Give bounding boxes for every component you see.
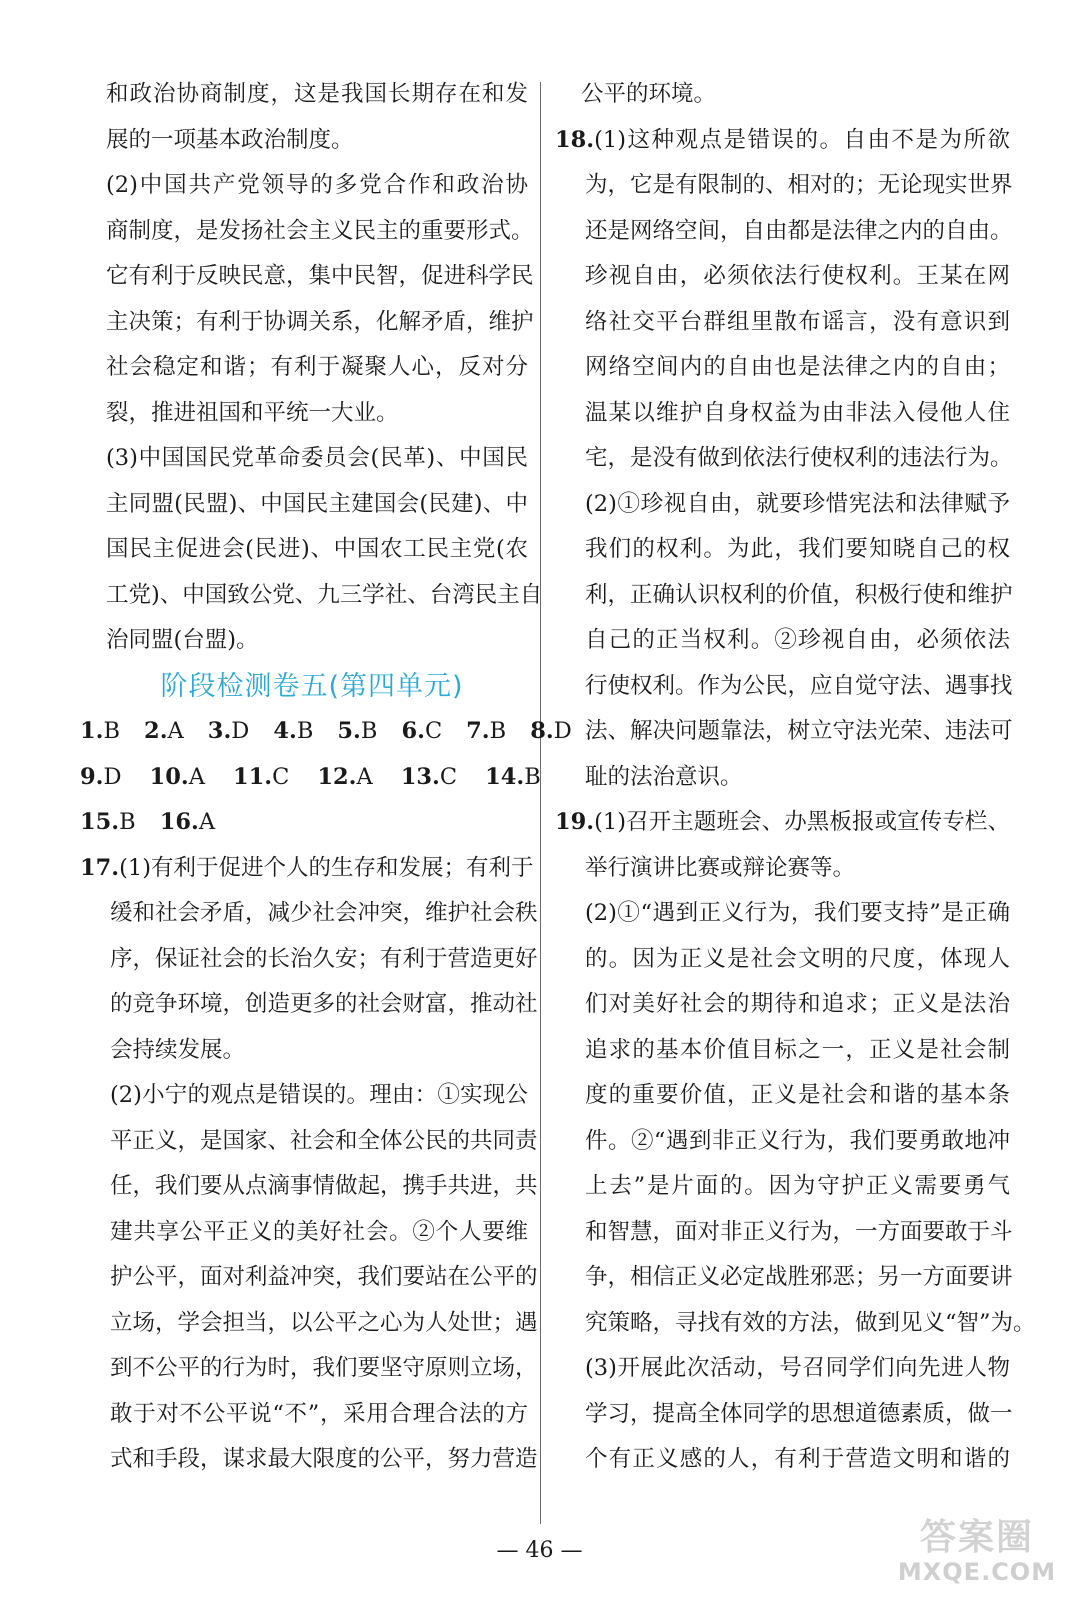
question-text: (1)有利于促进个人的生存和发展；有利于 — [119, 854, 534, 881]
answer-letter: B — [103, 718, 121, 744]
answer-letter: A — [167, 718, 184, 744]
question-number: 16. — [159, 809, 199, 835]
left-column — [80, 72, 572, 1483]
text-line: 商制度，是发扬社会主义民主的重要形式。 — [106, 217, 534, 244]
answer-item — [485, 755, 541, 801]
answer-item — [80, 755, 122, 801]
question-number: 15. — [80, 809, 120, 835]
question-number: 2. — [144, 718, 168, 744]
answer-letter: B — [489, 718, 507, 744]
text-line: 国民主促进会(民进)、中国农工民主党(农 — [106, 536, 528, 562]
answer-item — [80, 709, 120, 755]
answer-item — [317, 755, 372, 801]
page-number: — 46 — — [496, 1538, 583, 1563]
watermark-logo — [887, 1518, 1067, 1596]
text-line: 上去”是片面的。因为守护正义需要勇气 — [585, 1173, 1010, 1199]
text-line: 件。②“遇到非正义行为，我们要勇敢地冲 — [585, 1127, 1010, 1154]
question-number: 12. — [317, 763, 357, 790]
answer-letter: C — [439, 763, 458, 790]
text-line: 治同盟(台盟)。 — [106, 627, 259, 653]
text-line: 公平的环境。 — [581, 81, 717, 107]
text-line: 工党)、中国致公党、九三学社、台湾民主自 — [106, 581, 543, 608]
question-text: (1)召开主题班会、办黑板报或宣传专栏、 — [594, 809, 1010, 835]
text-line: 缓和社会矛盾，减少社会冲突，维护社会秩 — [110, 900, 538, 926]
text-line: 耻的法治意识。 — [585, 763, 743, 790]
question-number: 5. — [337, 718, 361, 744]
section-title: 阶段检测卷五(第四单元) — [160, 670, 464, 702]
question-number: 11. — [232, 763, 273, 790]
text-line: 的竞争环境，创造更多的社会财富，推动社 — [110, 991, 538, 1017]
text-line: 的。因为正义是社会文明的尺度，体现人 — [585, 945, 1010, 972]
answer-item — [208, 709, 250, 755]
answer-item — [466, 709, 506, 755]
text-line: 它有利于反映民意，集中民智，促进科学民 — [106, 263, 534, 289]
text-line: (2)小宁的观点是错误的。理由：①实现公 — [110, 1082, 528, 1108]
watermark-text: 答案圈 — [919, 1517, 1034, 1558]
text-line: 展的一项基本政治制度。 — [106, 126, 354, 153]
text-line: 还是网络空间，自由都是法律之内的自由。 — [585, 217, 1013, 244]
text-line: 们对美好社会的期待和追求；正义是法治 — [585, 991, 1010, 1017]
text-line: 平正义，是国家、社会和全体公民的共同责 — [110, 1127, 538, 1154]
question-18 — [555, 118, 1013, 801]
answer-item — [401, 755, 457, 801]
answer-letter: D — [231, 718, 250, 744]
text-line: 社会稳定和谐；有利于凝聚人心，反对分 — [106, 354, 528, 380]
question-number: 3. — [207, 718, 232, 744]
question-number: 4. — [273, 718, 297, 744]
text-line: (2)①“遇到正义行为，我们要支持”是正确 — [585, 900, 1010, 926]
question-17 — [80, 846, 538, 1483]
text-line: 自己的正当权利。②珍视自由，必须依法 — [585, 627, 1010, 653]
answer-letter: A — [188, 763, 205, 790]
question-number: 6. — [401, 718, 425, 744]
answer-letter: B — [296, 718, 314, 744]
answer-letter: D — [553, 718, 572, 744]
text-line: 主决策；有利于协调关系，化解矛盾，维护 — [106, 308, 534, 335]
question-first-line — [80, 846, 534, 892]
question-number: 19. — [555, 809, 595, 835]
text-line: 争，相信正义必定战胜邪恶；另一方面要讲 — [585, 1264, 1013, 1290]
text-line: 行使权利。作为公民，应自觉守法、遇事找 — [585, 672, 1013, 699]
question-number: 7. — [466, 718, 490, 744]
text-line: 敢于对不公平说“不”，采用合理合法的方 — [110, 1400, 528, 1427]
answer-item — [337, 709, 377, 755]
answer-letter: C — [272, 763, 290, 790]
answer-item — [80, 800, 136, 846]
right-column — [555, 72, 1036, 1483]
text-line: (3)开展此次活动，号召同学们向先进人物 — [585, 1355, 1010, 1381]
question-number: 9. — [80, 763, 104, 790]
text-line: 裂，推进祖国和平统一大业。 — [106, 399, 399, 426]
question-number: 14. — [485, 763, 525, 790]
text-line: 和政治协商制度，这是我国长期存在和发 — [106, 81, 528, 107]
column-divider — [540, 82, 541, 1524]
text-line: 珍视自由，必须依法行使权利。王某在网 — [585, 263, 1010, 289]
text-line: (2)①珍视自由，就要珍惜宪法和法律赋予 — [585, 490, 1010, 517]
left-block3 — [80, 436, 543, 664]
text-line: 利，正确认识权利的价值，积极行使和维护 — [585, 581, 1013, 608]
question-first-line — [555, 118, 1010, 164]
answer-letter: A — [198, 809, 216, 835]
text-line: 和智慧，面对非正义行为，一方面要敢于斗 — [585, 1218, 1013, 1245]
left-block2 — [80, 163, 534, 436]
question-number: 18. — [555, 126, 595, 153]
question-number: 1. — [80, 718, 104, 744]
text-line: 宅，是没有做到依法行使权利的违法行为。 — [585, 445, 1013, 471]
text-line: 会持续发展。 — [110, 1036, 246, 1063]
answer-row — [80, 709, 572, 755]
answer-item — [160, 800, 215, 846]
text-line: 为，它是有限制的、相对的；无论现实世界 — [585, 172, 1013, 198]
question-number: 8. — [530, 718, 554, 744]
answer-row — [80, 755, 541, 801]
text-line: 序，保证社会的长治久安；有利于营造更好 — [110, 945, 538, 972]
text-line: 式和手段，谋求最大限度的公平，努力营造 — [110, 1446, 538, 1472]
left-block1 — [80, 72, 528, 163]
answer-letter: B — [524, 763, 541, 790]
answer-item — [144, 709, 184, 755]
text-line: 络社交平台群组里散布谣言，没有意识到 — [585, 308, 1010, 335]
text-line: (2)中国共产党领导的多党合作和政治协 — [106, 172, 528, 198]
text-line: 到不公平的行为时，我们要坚守原则立场， — [110, 1355, 538, 1381]
text-line: 网络空间内的自由也是法律之内的自由； — [585, 354, 1010, 380]
text-line: 举行演讲比赛或辩论赛等。 — [585, 854, 856, 881]
text-line: 护公平，面对利益冲突，我们要站在公平的 — [110, 1264, 538, 1290]
answer-item — [233, 755, 289, 801]
text-line: 究策略，寻找有效的方法，做到见义“智”为。 — [585, 1309, 1036, 1336]
answer-item — [273, 709, 313, 755]
question-number: 13. — [400, 763, 440, 790]
question-text: (1)这种观点是错误的。自由不是为所欲 — [594, 126, 1010, 153]
text-line: 建共享公平正义的美好社会。②个人要维 — [110, 1218, 528, 1245]
text-line: 立场，学会担当，以公平之心为人处世；遇 — [110, 1309, 538, 1336]
answer-letter: D — [103, 763, 122, 790]
text-line: 学习，提高全体同学的思想道德素质，做一 — [585, 1400, 1013, 1427]
answer-row — [80, 800, 528, 846]
question-number: 17. — [80, 854, 120, 881]
answer-letter: B — [119, 809, 136, 835]
answer-item — [150, 755, 205, 801]
text-line: (3)中国国民党革命委员会(民革)、中国民 — [106, 445, 528, 471]
text-line: 追求的基本价值目标之一，正义是社会制 — [585, 1036, 1010, 1063]
question-19 — [555, 800, 1036, 1483]
question-first-line — [555, 800, 1010, 846]
text-line: 法、解决问题靠法，树立守法光荣、违法可 — [585, 718, 1013, 744]
text-line: 温某以维护自身权益为由非法入侵他人住 — [585, 399, 1010, 426]
text-line: 任，我们要从点滴事情做起，携手共进，共 — [110, 1173, 538, 1199]
text-line: 个有正义感的人，有利于营造文明和谐的 — [585, 1446, 1010, 1472]
text-line: 主同盟(民盟)、中国民主建国会(民建)、中 — [106, 490, 528, 517]
question-number: 10. — [149, 763, 189, 790]
answer-letter: A — [356, 763, 373, 790]
answer-item — [401, 709, 442, 755]
text-line: 度的重要价值，正义是社会和谐的基本条 — [585, 1082, 1010, 1108]
text-line: 我们的权利。为此，我们要知晓自己的权 — [585, 536, 1010, 562]
answer-letter: B — [360, 718, 378, 744]
answer-letter: C — [424, 718, 443, 744]
watermark-url: MXQE.COM — [897, 1558, 1057, 1586]
